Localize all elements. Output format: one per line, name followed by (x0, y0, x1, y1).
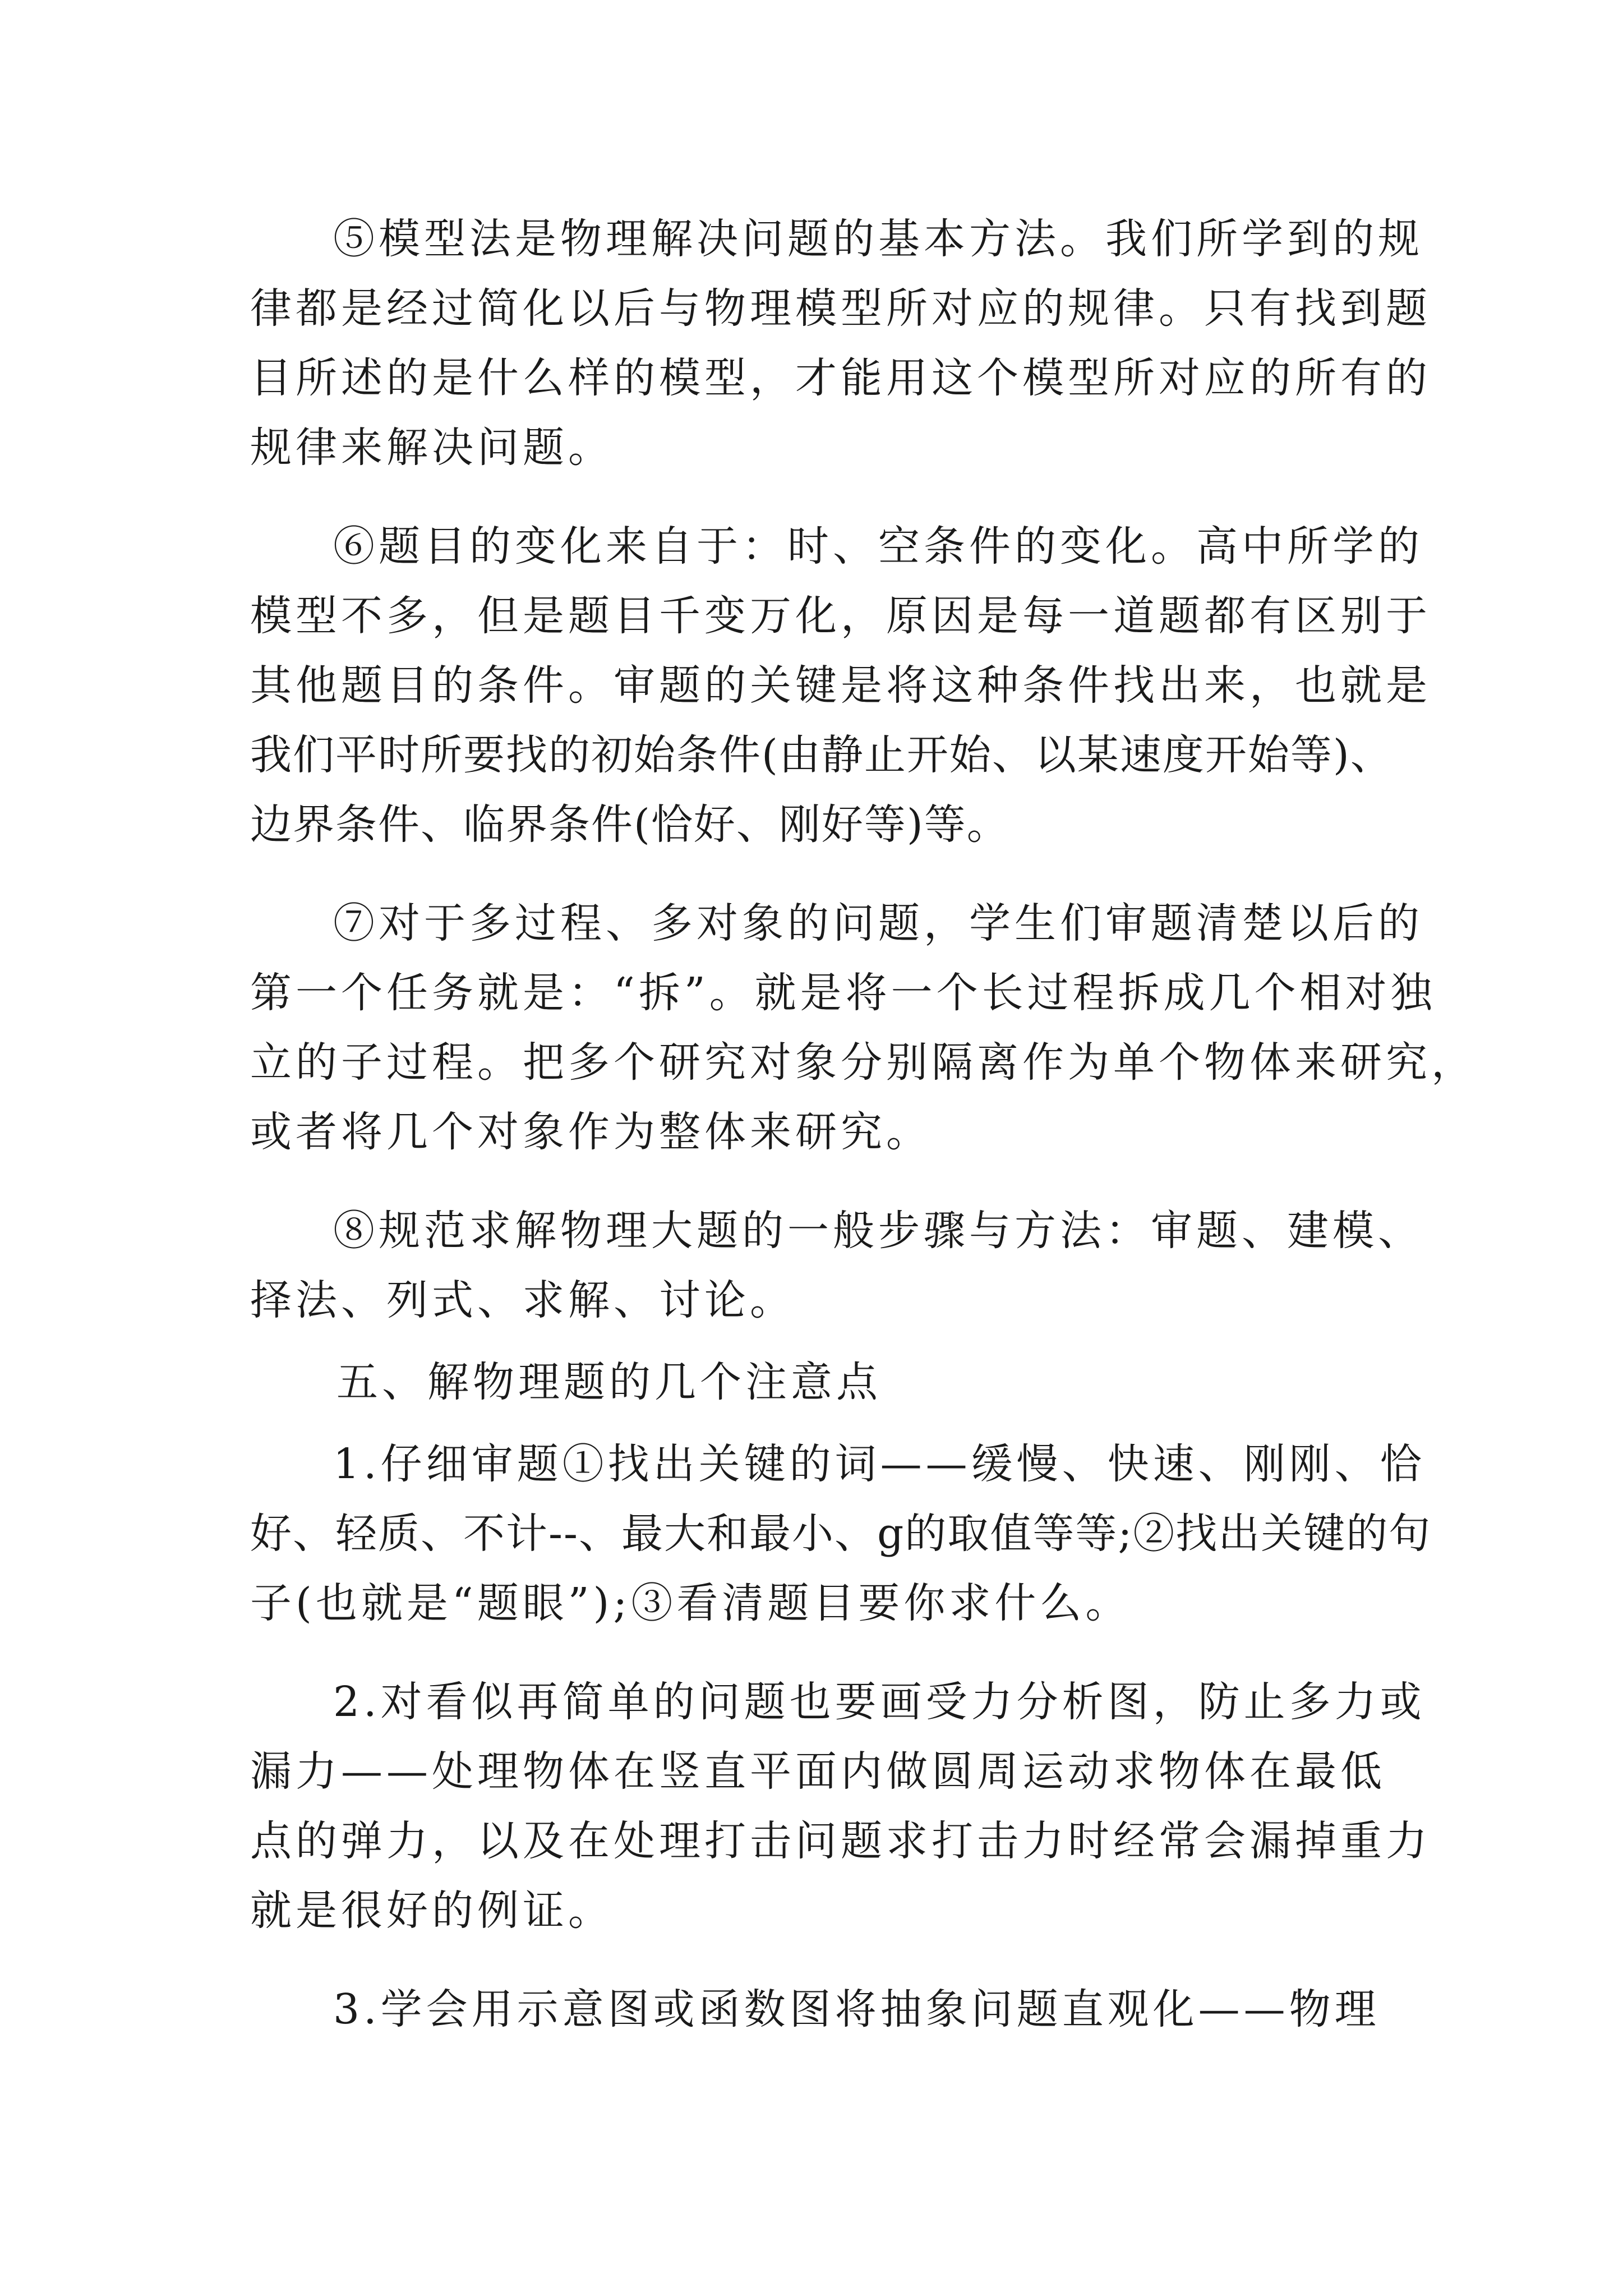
paragraph-8-line-1: ⑧规范求解物理大题的一般步骤与方法：审题、建模、 (333, 1207, 1423, 1255)
paragraph-7-line-1: ⑦对于多过程、多对象的问题，学生们审题清楚以后的 (333, 899, 1423, 947)
note-2-line-1: 2.对看似再简单的问题也要画受力分析图，防止多力或 (333, 1678, 1426, 1726)
note-1-line-2: 好、轻质、不计--、最大和最小、g的取值等等;②找出关键的句 (250, 1510, 1432, 1558)
paragraph-6-line-1: ⑥题目的变化来自于：时、空条件的变化。高中所学的 (333, 522, 1423, 570)
note-1-line-3: 子(也就是“题眼”);③看清题目要你求什么。 (250, 1579, 1131, 1627)
paragraph-5-line-2: 律都是经过简化以后与物理模型所对应的规律。只有找到题 (250, 284, 1431, 333)
paragraph-5-line-3: 目所述的是什么样的模型，才能用这个模型所对应的所有的 (250, 354, 1431, 402)
paragraph-7-line-4: 或者将几个对象作为整体来研究。 (250, 1108, 932, 1156)
paragraph-5-line-1: ⑤模型法是物理解决问题的基本方法。我们所学到的规 (333, 215, 1423, 263)
paragraph-6-line-3: 其他题目的条件。审题的关键是将这种条件找出来，也就是 (250, 661, 1431, 710)
paragraph-7-line-3: 立的子过程。把多个研究对象分别隔离作为单个物体来研究， (250, 1038, 1477, 1087)
paragraph-6-line-5: 边界条件、临界条件(恰好、刚好等)等。 (250, 800, 1009, 849)
note-2-line-3: 点的弹力，以及在处理打击问题求打击力时经常会漏掉重力 (250, 1817, 1431, 1865)
paragraph-8-line-2: 择法、列式、求解、讨论。 (250, 1276, 795, 1324)
note-1-line-1: 1.仔细审题①找出关键的词——缓慢、快速、刚刚、恰 (333, 1440, 1426, 1488)
note-2-line-4: 就是很好的例证。 (250, 1887, 614, 1935)
section-heading-5: 五、解物理题的几个注意点 (336, 1358, 882, 1406)
paragraph-7-line-2: 第一个任务就是：“拆”。就是将一个长过程拆成几个相对独 (250, 969, 1436, 1017)
paragraph-6-line-4: 我们平时所要找的初始条件(由静止开始、以某速度开始等)、 (250, 731, 1393, 779)
note-3-line-1: 3.学会用示意图或函数图将抽象问题直观化——物理 (333, 1985, 1380, 2033)
paragraph-6-line-2: 模型不多，但是题目千变万化，原因是每一道题都有区别于 (250, 592, 1431, 640)
note-2-line-2: 漏力——处理物体在竖直平面内做圆周运动求物体在最低 (250, 1747, 1386, 1796)
paragraph-5-line-4: 规律来解决问题。 (250, 424, 614, 472)
